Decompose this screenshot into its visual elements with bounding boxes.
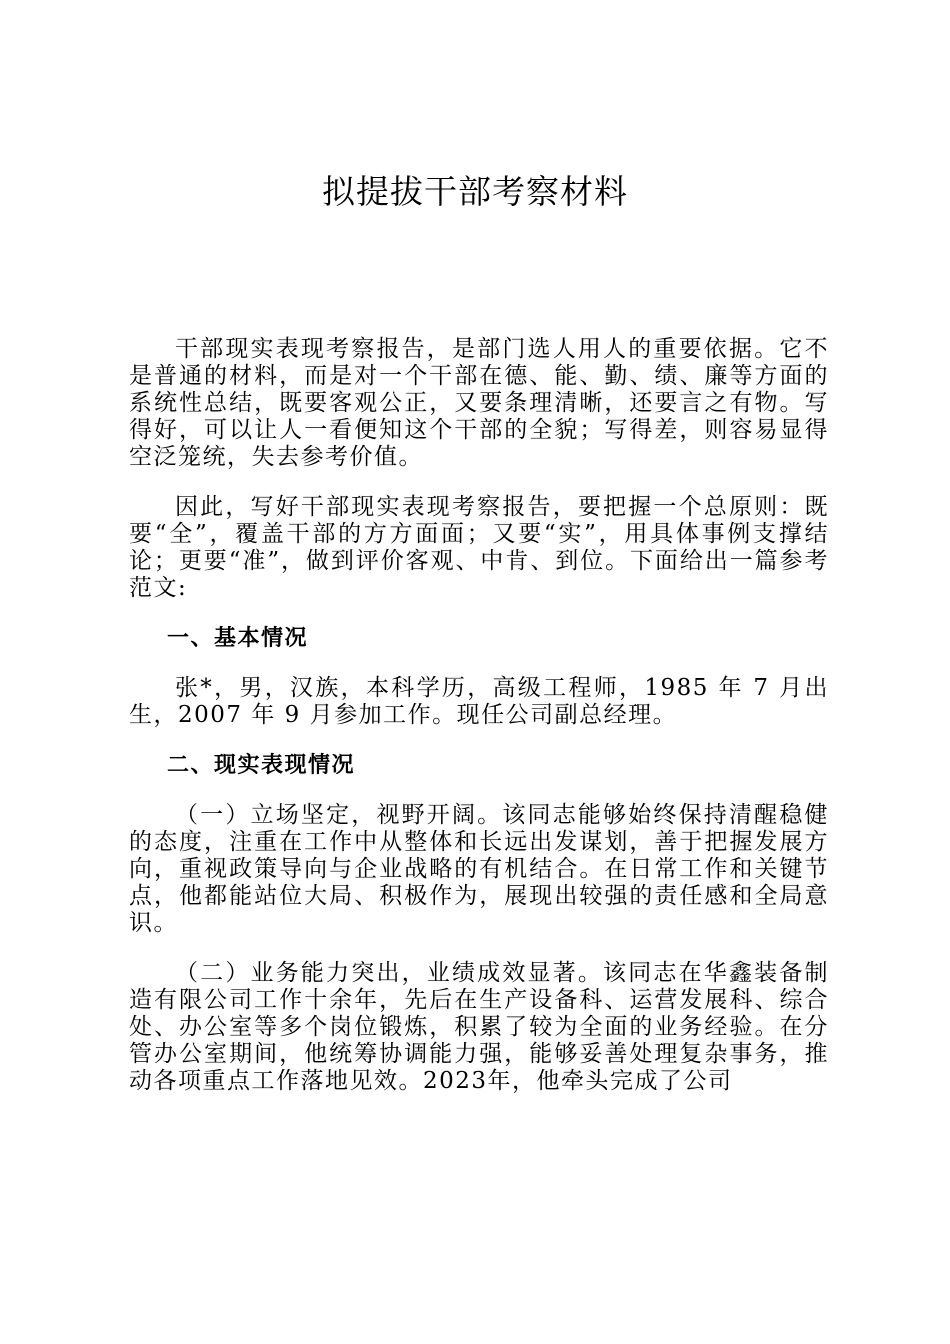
document-title: 拟提拔干部考察材料 [322, 172, 628, 211]
section-heading-performance: 二、现实表现情况 [167, 753, 356, 778]
basic-info-paragraph: 张*，男，汉族，本科学历，高级工程师，1985 年 7 月出生，2007 年 9 月参加工作。现任公司副总经理。 [129, 675, 829, 728]
section-heading-basic-info: 一、基本情况 [167, 626, 309, 651]
intro-paragraph: 干部现实表现考察报告，是部门选人用人的重要依据。它不是普通的材料，而是对一个干部在德、能、勤、绩、廉等方面的系统性总结，既要客观公正，又要条理清晰，还要言之有物。写得好，可以让人一看便知这个干部的全貌；写得差，则容易显得空泛笼统，失去参考价值。 [129, 336, 829, 470]
performance-item-2: （二）业务能力突出，业绩成效显著。该同志在华鑫装备制造有限公司工作十余年，先后在生产设备科、运营发展科、综合处、办公室等多个岗位锻炼，积累了较为全面的业务经验。在分管办公室期间，他统筹协调能力强，能够妥善处理复杂事务，推动各项重点工作落地见效。2023年，他牵头完成了公司 [129, 960, 829, 1094]
performance-item-1: （一）立场坚定，视野开阔。该同志能够始终保持清醒稳健的态度，注重在工作中从整体和长远出发谋划，善于把握发展方向，重视政策导向与企业战略的有机结合。在日常工作和关键节点，他都能站位大局、积极作为，展现出较强的责任感和全局意识。 [129, 802, 829, 936]
document-body [129, 336, 829, 1118]
principle-paragraph: 因此，写好干部现实表现考察报告，要把握一个总原则：既要“全”，覆盖干部的方方面面；又要“实”，用具体事例支撑结论；更要“准”，做到评价客观、中肯、到位。下面给出一篇参考范文: [129, 494, 829, 601]
